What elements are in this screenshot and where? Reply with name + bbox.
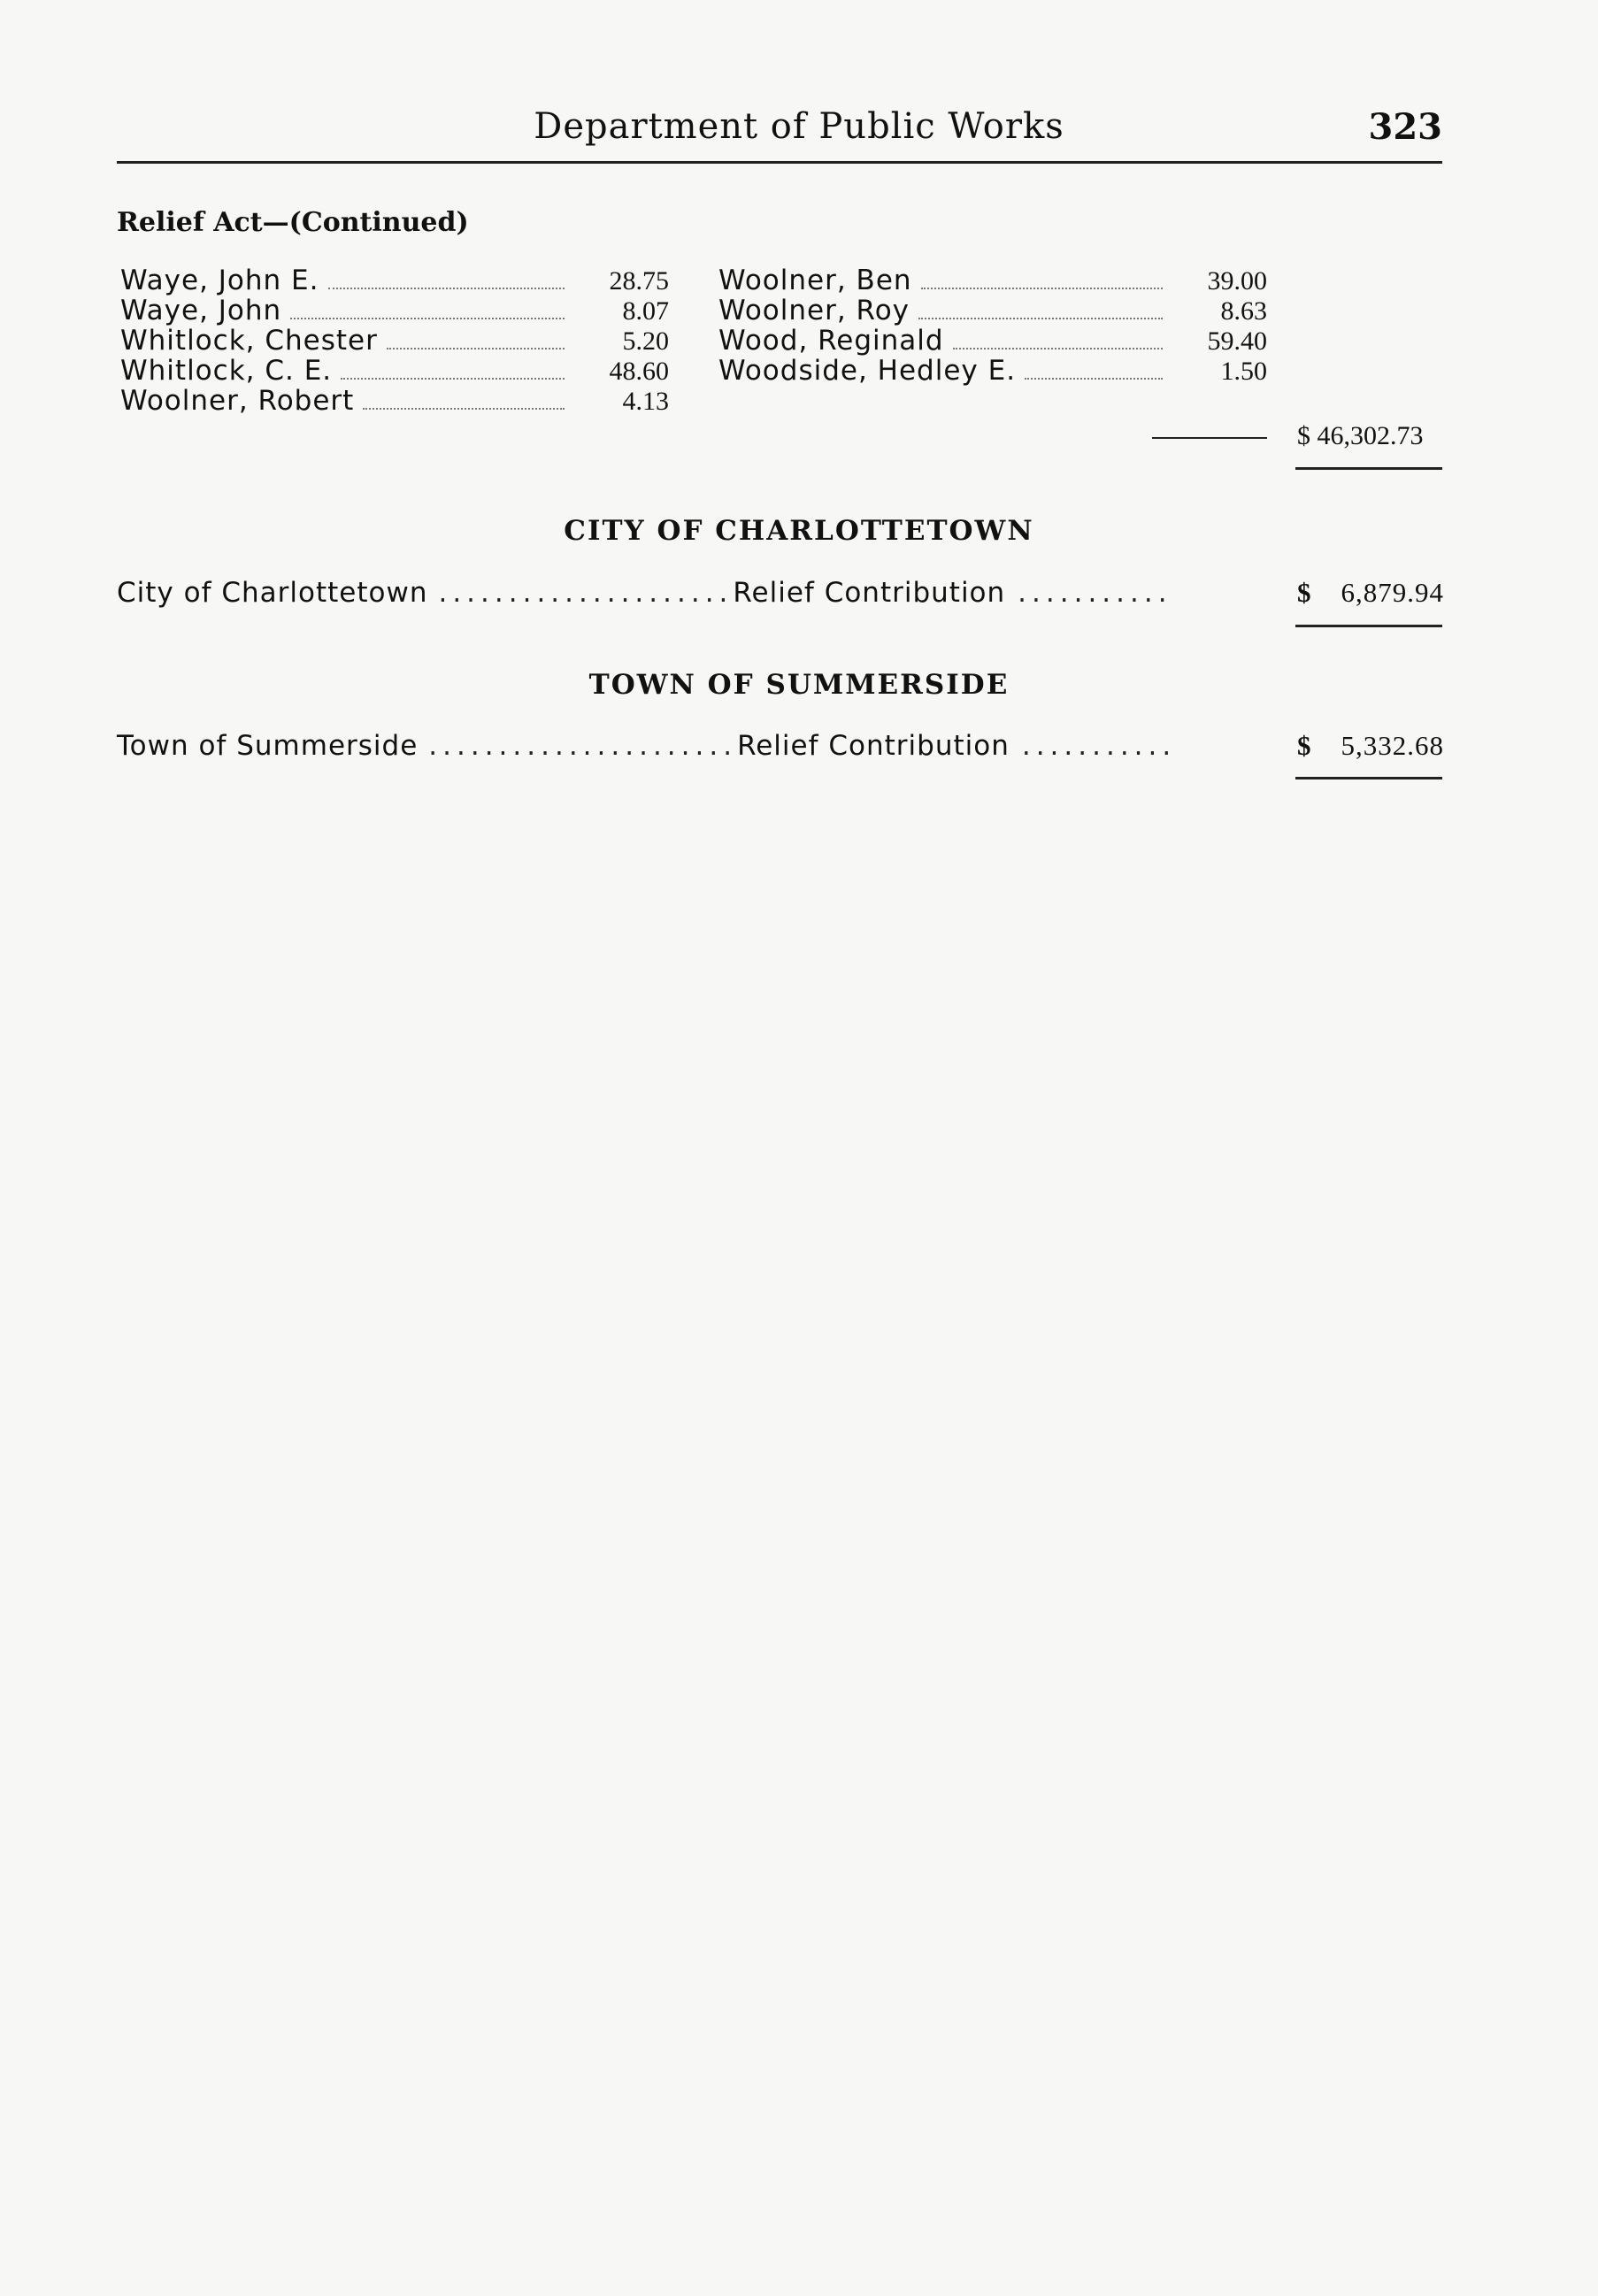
amount: 48.60 <box>609 357 669 386</box>
list-item <box>718 296 1267 326</box>
payee-name: City of Charlottetown <box>117 577 428 609</box>
currency-symbol: $ <box>1297 577 1312 608</box>
list-item <box>120 326 669 356</box>
amount: 59.40 <box>1207 326 1267 356</box>
relief-total: $ 46,302.73 <box>1297 421 1424 450</box>
amount: 6,879.94 <box>1341 577 1444 608</box>
list-item <box>120 356 669 386</box>
amount: 39.00 <box>1207 266 1267 296</box>
list-item <box>718 326 1267 356</box>
total-underline <box>1295 777 1442 779</box>
payee-name: Wood, Reginald <box>718 325 944 357</box>
charlottetown-row <box>117 577 1444 609</box>
payee-name: Whitlock, C. E. <box>120 355 333 387</box>
amount: 28.75 <box>609 266 669 296</box>
currency-symbol: $ <box>1297 730 1312 761</box>
section-label: Relief Act—(Continued) <box>117 207 469 238</box>
header-rule <box>117 161 1442 164</box>
amount: 1.50 <box>1220 357 1267 386</box>
subtotal-rule <box>1152 437 1267 439</box>
payee-name: Waye, John <box>120 295 282 326</box>
total-underline <box>1295 625 1442 627</box>
payee-name: Town of Summerside <box>117 730 419 762</box>
amount: 4.13 <box>622 387 669 416</box>
dot-leader <box>918 318 1163 319</box>
description: Relief Contribution <box>737 730 1010 762</box>
list-item <box>120 386 669 416</box>
charlottetown-heading: CITY OF CHARLOTTETOWN <box>564 515 1034 547</box>
total-underline <box>1295 467 1442 470</box>
amount: 5,332.68 <box>1341 730 1444 761</box>
list-item <box>718 265 1267 296</box>
dot-leader <box>921 288 1163 289</box>
dot-leader <box>363 408 565 410</box>
dot-leader <box>328 288 565 289</box>
dot-leader: ........... <box>1018 577 1172 609</box>
payee-name: Woodside, Hedley E. <box>718 355 1017 387</box>
dot-leader <box>1025 378 1163 380</box>
dot-leader: ........... <box>1021 730 1177 762</box>
list-item <box>120 265 669 296</box>
dot-leader: ...................... <box>428 730 738 762</box>
dot-leader <box>953 348 1163 349</box>
dot-leader <box>290 318 565 319</box>
dot-leader <box>341 378 565 380</box>
list-item <box>120 296 669 326</box>
summerside-heading: TOWN OF SUMMERSIDE <box>588 669 1010 701</box>
list-item <box>718 356 1267 386</box>
dot-leader <box>387 348 565 349</box>
payee-name: Woolner, Robert <box>120 385 355 417</box>
page-title: Department of Public Works <box>534 106 1064 147</box>
description: Relief Contribution <box>733 577 1006 609</box>
amount: 8.07 <box>622 296 669 326</box>
payee-name: Whitlock, Chester <box>120 325 378 357</box>
amount: 8.63 <box>1220 296 1267 326</box>
summerside-row <box>117 730 1444 762</box>
payee-name: Woolner, Ben <box>718 265 912 296</box>
amount: 5.20 <box>622 326 669 356</box>
page-number: 323 <box>1368 106 1442 148</box>
dot-leader: ..................... <box>438 577 734 609</box>
payee-name: Woolner, Roy <box>718 295 910 326</box>
payee-name: Waye, John E. <box>120 265 319 296</box>
